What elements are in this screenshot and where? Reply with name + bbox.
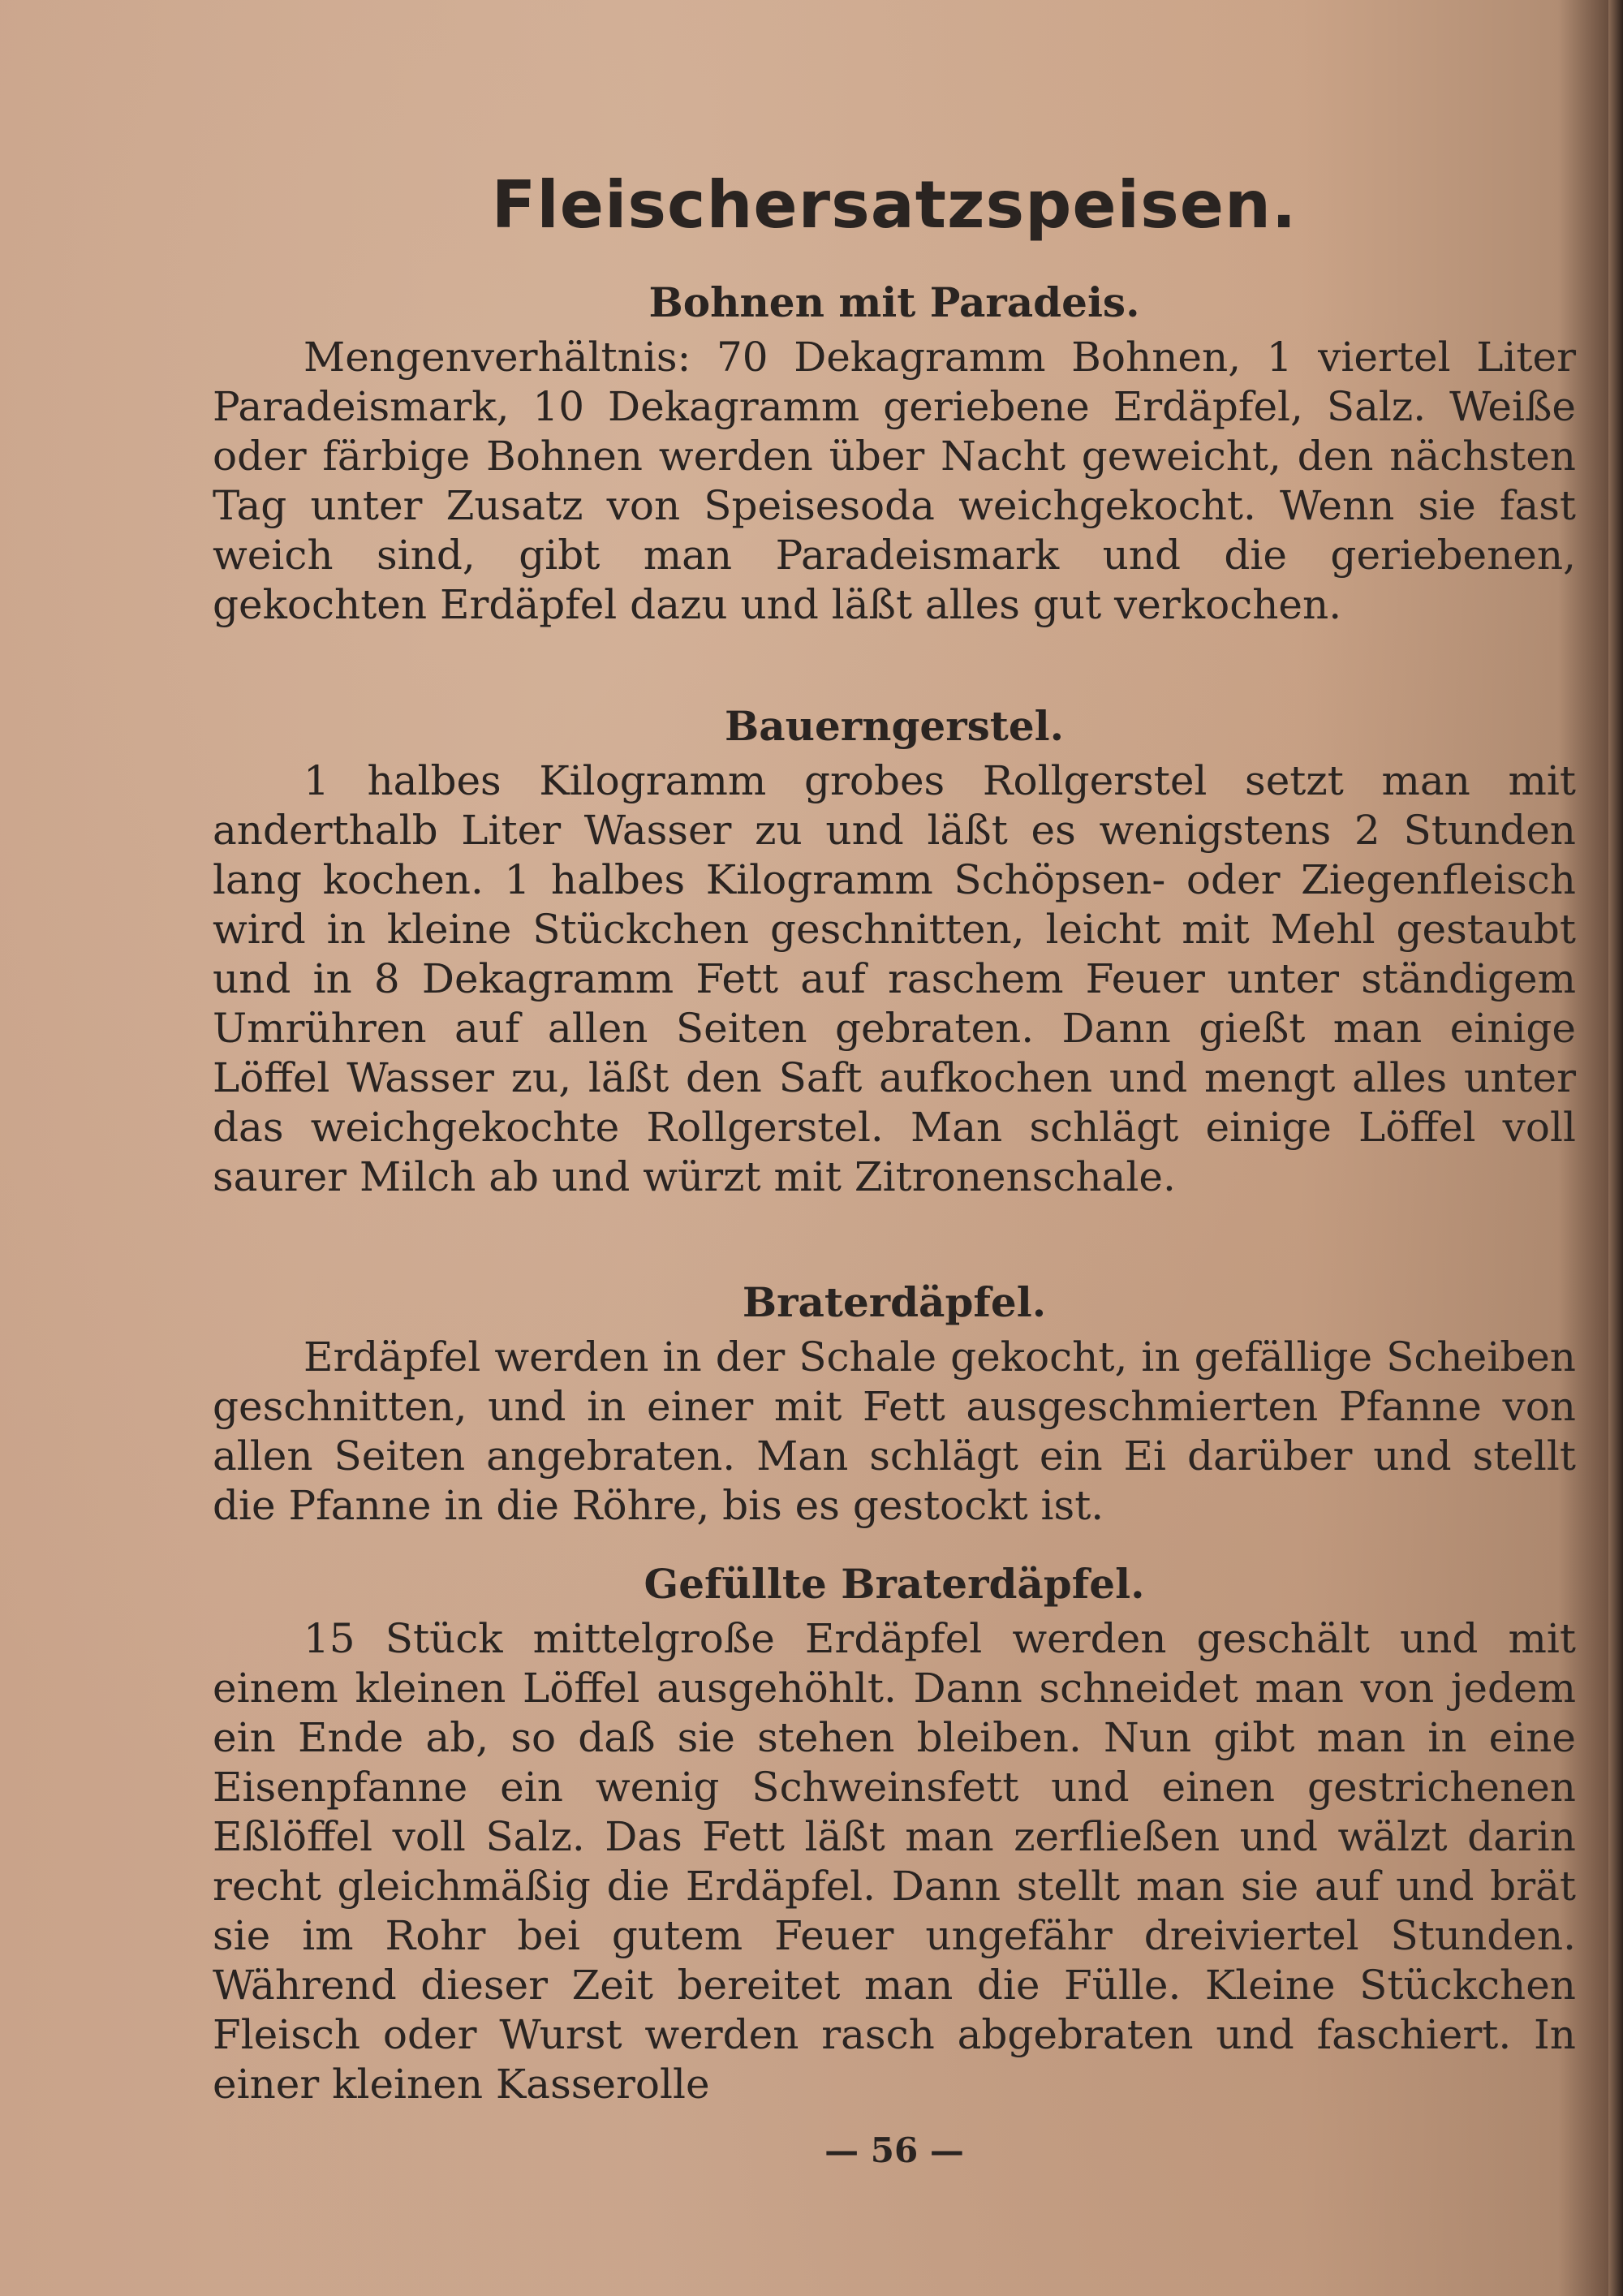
recipe-text: Mengenverhältnis: 70 Dekagramm Bohnen, 1 viertel Liter Paradeismark, 10 Dekagramm geriebene Erdäpfel, Salz. Weiße oder färbige Bohnen werden über Nacht geweicht, den nächsten Tag unter Zusatz von Speisesoda weichgekocht. Wenn sie fast weich sind, gibt man Paradeismark und die geriebenen, gekochten Erdäpfel dazu und läßt alles gut verkochen.	[213, 334, 1576, 628]
page-number: — 56 —	[824, 2130, 964, 2170]
page-title: Fleischersatzspeisen.	[491, 167, 1298, 243]
recipe-heading: Bauerngerstel.	[724, 702, 1065, 750]
recipe-gefuellte-braterdaepfel	[213, 1554, 1576, 2109]
recipe-heading: Bohnen mit Paradeis.	[648, 278, 1140, 326]
recipe-bauerngerstel	[213, 696, 1576, 1202]
recipe-text: 1 halbes Kilogramm grobes Rollgerstel setzt man mit anderthalb Liter Wasser zu und läßt es wenigstens 2 Stunden lang kochen. 1 halbes Kilogramm Schöpsen- oder Ziegenfleisch wird in kleine Stückchen geschnitten, leicht mit Mehl gestaubt und in 8 Dekagramm Fett auf raschem Feuer unter ständigem Umrühren auf allen Seiten gebraten. Dann gießt man einige Löffel Wasser zu, läßt den Saft aufkochen und mengt alles unter das weichgekochte Rollgerstel. Man schlägt einige Löffel voll saurer Milch ab und würzt mit Zitronenschale.	[213, 757, 1576, 1200]
recipe-bohnen-mit-paradeis	[213, 273, 1576, 630]
recipe-text: Erdäpfel werden in der Schale gekocht, in gefällige Scheiben geschnitten, und in einer mit Fett ausgeschmierten Pfanne von allen Seiten angebraten. Man schlägt ein Ei darüber und stellt die Pfanne in die Röhre, bis es gestockt ist.	[213, 1333, 1576, 1529]
recipe-text: 15 Stück mittelgroße Erdäpfel werden geschält und mit einem kleinen Löffel ausgehöhlt. Dann schneidet man von jedem ein Ende ab, so daß sie stehen bleiben. Nun gibt man in eine Eisenpfanne ein wenig Schweinsfett und einen gestrichenen Eßlöffel voll Salz. Das Fett läßt man zerfließen und wälzt darin recht gleichmäßig die Erdäpfel. Dann stellt man sie auf und brät sie im Rohr bei gutem Feuer ungefähr dreiviertel Stunden. Während dieser Zeit bereitet man die Fülle. Kleine Stückchen Fleisch oder Wurst werden rasch abgebraten und faschiert. In einer kleinen Kasserolle	[213, 1615, 1576, 2108]
page-edge-shadow	[1608, 0, 1623, 2296]
recipe-heading: Braterdäpfel.	[742, 1278, 1047, 1326]
page-content	[213, 0, 1576, 2296]
recipe-braterdaepfel	[213, 1273, 1576, 1531]
recipe-heading: Gefüllte Braterdäpfel.	[644, 1560, 1145, 1608]
